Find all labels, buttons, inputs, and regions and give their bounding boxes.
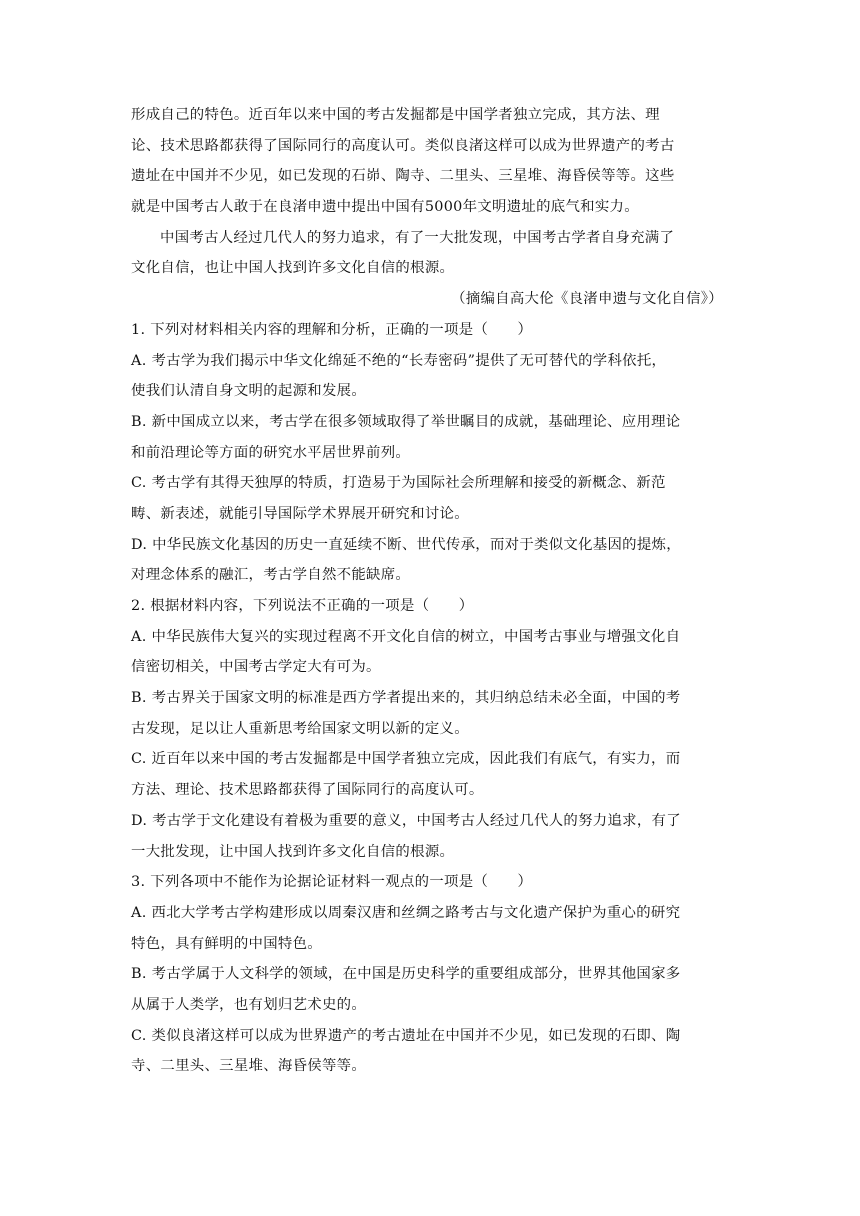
option-line: A. 中华民族伟大复兴的实现过程离不开文化自信的树立，中国考古事业与增强文化自 xyxy=(131,628,681,645)
option-line: 古发现，足以让人重新思考给国家文明以新的定义。 xyxy=(131,720,469,737)
paragraph-line: 中国考古人经过几代人的努力追求，有了一大批发现，中国考古学者自身充满了 xyxy=(160,229,675,246)
option-line: 和前沿理论等方面的研究水平居世界前列。 xyxy=(131,444,411,461)
document-body xyxy=(131,100,729,1082)
paragraph-line: 文化自信，也让中国人找到许多文化自信的根源。 xyxy=(131,260,455,277)
question-stem: 3. 下列各项中不能作为论据论证材料一观点的一项是（ ） xyxy=(131,874,533,891)
option-line: 一大批发现，让中国人找到许多文化自信的根源。 xyxy=(131,843,455,860)
option-line: D. 中华民族文化基因的历史一直延续不断、世代传承，而对于类似文化基因的提炼， xyxy=(131,536,681,553)
option-line: B. 考古界关于国家文明的标准是西方学者提出来的，其归纳总结未必全面，中国的考 xyxy=(131,690,681,707)
paragraph-line: 就是中国考古人敢于在良渚申遗中提出中国有5000年文明遗址的底气和实力。 xyxy=(131,199,639,216)
option-line: 从属于人类学，也有划归艺术史的。 xyxy=(131,996,367,1013)
option-line: 特色，具有鲜明的中国特色。 xyxy=(131,935,322,952)
option-line: A. 考古学为我们揭示中华文化绵延不绝的“长寿密码”提供了无可替代的学科依托， xyxy=(131,352,667,369)
option-line: 方法、理论、技术思路都获得了国际同行的高度认可。 xyxy=(131,782,484,799)
option-line: A. 西北大学考古学构建形成以周秦汉唐和丝绸之路考古与文化遗产保护为重心的研究 xyxy=(131,904,681,921)
option-line: 对理念体系的融汇，考古学自然不能缺席。 xyxy=(131,567,411,584)
option-line: C. 考古学有其得天独厚的特质，打造易于为国际社会所理解和接受的新概念、新范 xyxy=(131,475,666,492)
option-line: C. 类似良渚这样可以成为世界遗产的考古遗址在中国并不少见，如已发现的石即、陶 xyxy=(131,1027,681,1044)
option-line: B. 新中国成立以来，考古学在很多领域取得了举世瞩目的成就，基础理论、应用理论 xyxy=(131,413,681,430)
source-citation: （摘编自高大伦《良渚申遗与文化自信》） xyxy=(451,291,723,308)
option-line: 寺、二里头、三星堆、海昏侯等等。 xyxy=(131,1058,367,1075)
option-line: C. 近百年以来中国的考古发掘都是中国学者独立完成，因此我们有底气，有实力，而 xyxy=(131,751,681,768)
option-line: B. 考古学属于人文科学的领域，在中国是历史科学的重要组成部分，世界其他国家多 xyxy=(131,966,681,983)
option-line: 信密切相关，中国考古学定大有可为。 xyxy=(131,659,381,676)
option-line: 畴、新表述，就能引导国际学术界展开研究和讨论。 xyxy=(131,505,469,522)
paragraph-line: 遗址在中国并不少见，如已发现的石峁、陶寺、二里头、三星堆、海昏侯等等。这些 xyxy=(131,168,675,185)
question-stem: 2. 根据材料内容，下列说法不正确的一项是（ ） xyxy=(131,598,474,614)
option-line: 使我们认清自身文明的起源和发展。 xyxy=(131,383,367,400)
paragraph-line: 形成自己的特色。近百年以来中国的考古发掘都是中国学者独立完成，其方法、理 xyxy=(131,107,660,123)
option-line: D. 考古学于文化建设有着极为重要的意义，中国考古人经过几代人的努力追求，有了 xyxy=(131,812,681,829)
paragraph-line: 论、技术思路都获得了国际同行的高度认可。类似良渚这样可以成为世界遗产的考古 xyxy=(131,137,675,154)
question-stem: 1. 下列对材料相关内容的理解和分析，正确的一项是（ ） xyxy=(131,321,533,338)
